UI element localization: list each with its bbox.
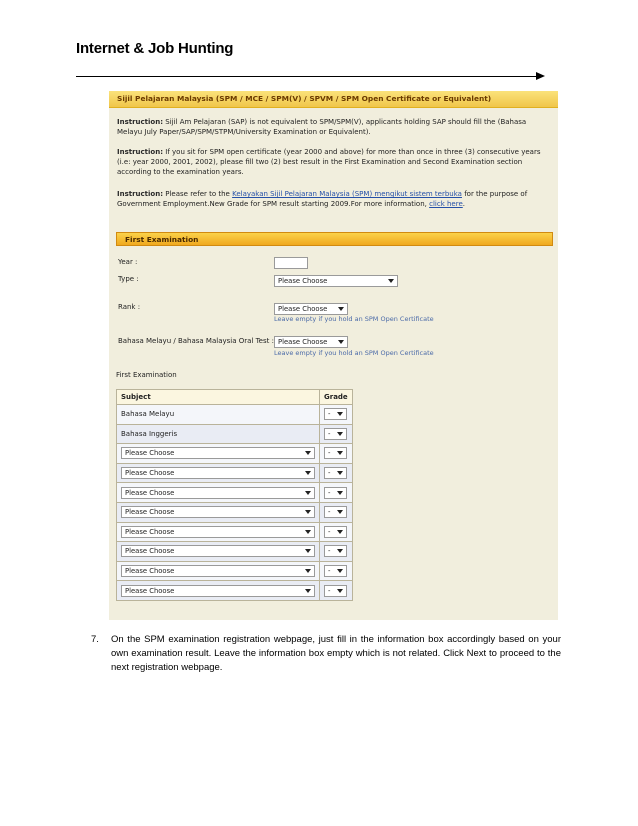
table-row	[117, 561, 353, 581]
chevron-down-icon	[305, 451, 311, 455]
grade-select[interactable]	[324, 506, 347, 518]
rule-arrowhead	[536, 72, 545, 80]
subject-value: Please Choose	[125, 527, 175, 536]
grade-column-header: Grade	[320, 390, 353, 405]
rank-hint: Leave empty if you hold an SPM Open Certificate	[274, 315, 434, 323]
grade-value: -	[328, 469, 331, 478]
subject-select[interactable]	[121, 467, 315, 479]
grade-cell	[320, 581, 353, 601]
chevron-down-icon	[337, 549, 343, 553]
chevron-down-icon	[337, 569, 343, 573]
instruction-3	[117, 189, 551, 209]
grade-cell	[320, 444, 353, 464]
grade-select[interactable]	[324, 428, 347, 440]
subject-cell	[117, 463, 320, 483]
rank-select-value: Please Choose	[278, 305, 328, 313]
subject-select[interactable]	[121, 487, 315, 499]
step-number: 7.	[91, 634, 99, 645]
grade-select[interactable]	[324, 545, 347, 557]
subject-select[interactable]	[121, 526, 315, 538]
type-select[interactable]	[274, 275, 398, 287]
table-row	[117, 444, 353, 464]
subject-cell	[117, 581, 320, 601]
grade-value: -	[328, 547, 331, 556]
table-row	[117, 581, 353, 601]
instruction-text-after: .	[462, 200, 465, 208]
screenshot-panel	[109, 91, 558, 620]
subject-select[interactable]	[121, 585, 315, 597]
grade-value: -	[328, 488, 331, 497]
grade-value: -	[328, 410, 331, 419]
subject-cell: Bahasa Melayu	[117, 405, 320, 425]
table-row	[117, 522, 353, 542]
grade-select[interactable]	[324, 408, 347, 420]
grade-select[interactable]	[324, 447, 347, 459]
subject-select[interactable]	[121, 545, 315, 557]
chevron-down-icon	[388, 279, 394, 283]
chevron-down-icon	[305, 491, 311, 495]
grade-select[interactable]	[324, 467, 347, 479]
chevron-down-icon	[338, 307, 344, 311]
instruction-label: Instruction:	[117, 190, 164, 198]
oral-test-hint: Leave empty if you hold an SPM Open Certificate	[274, 349, 434, 357]
subject-value: Please Choose	[125, 469, 175, 478]
type-select-value: Please Choose	[278, 277, 328, 285]
subject-value: Please Choose	[125, 488, 175, 497]
instruction-label: Instruction:	[117, 148, 164, 156]
subject-select[interactable]	[121, 447, 315, 459]
chevron-down-icon	[337, 491, 343, 495]
subject-value: Please Choose	[125, 586, 175, 595]
chevron-down-icon	[337, 432, 343, 436]
spm-open-system-link[interactable]: Kelayakan Sijil Pelajaran Malaysia (SPM) mengikut sistem terbuka	[232, 190, 462, 198]
grade-select[interactable]	[324, 565, 347, 577]
header-rule	[76, 76, 538, 77]
table-caption: First Examination	[116, 371, 177, 379]
grade-value: -	[328, 567, 331, 576]
chevron-down-icon	[337, 510, 343, 514]
subject-cell	[117, 483, 320, 503]
instruction-label: Instruction:	[117, 118, 164, 126]
table-row	[117, 502, 353, 522]
oral-test-label: Bahasa Melayu / Bahasa Malaysia Oral Test :	[118, 337, 274, 345]
table-row	[117, 483, 353, 503]
grade-cell	[320, 405, 353, 425]
grade-value: -	[328, 508, 331, 517]
grade-value: -	[328, 586, 331, 595]
grade-cell	[320, 463, 353, 483]
oral-test-select[interactable]	[274, 336, 348, 348]
grade-select[interactable]	[324, 487, 347, 499]
chevron-down-icon	[337, 530, 343, 534]
subject-cell	[117, 502, 320, 522]
subject-value: Please Choose	[125, 508, 175, 517]
grade-cell	[320, 424, 353, 444]
subject-cell	[117, 444, 320, 464]
grade-cell	[320, 483, 353, 503]
table-row	[117, 424, 353, 444]
instruction-text: If you sit for SPM open certificate (year 2000 and above) for more than once in three (3) consecutive years (i.e: year 2000, 2001, 2002), please fill two (2) best result in the First Examination and Second Examination section according to the examination years.	[117, 148, 541, 176]
instruction-2	[117, 147, 551, 177]
subject-column-header: Subject	[117, 390, 320, 405]
grade-value: -	[328, 449, 331, 458]
page-title: Internet & Job Hunting	[76, 40, 234, 57]
instruction-text-middle: for the purpose of Government Employment.New Grade for SPM result starting 2009.For more information,	[117, 190, 528, 208]
chevron-down-icon	[305, 510, 311, 514]
chevron-down-icon	[305, 569, 311, 573]
subject-select[interactable]	[121, 506, 315, 518]
chevron-down-icon	[305, 530, 311, 534]
grade-select[interactable]	[324, 526, 347, 538]
type-label: Type :	[118, 275, 139, 283]
grade-value: -	[328, 527, 331, 536]
chevron-down-icon	[337, 412, 343, 416]
instruction-text: Sijil Am Pelajaran (SAP) is not equivalent to SPM/SPM(V), applicants holding SAP should fill the (Bahasa Melayu July Paper/SAP/SPM/STPM/University Examination or Equivalent).	[117, 118, 527, 136]
subject-cell: Bahasa Inggeris	[117, 424, 320, 444]
grade-cell	[320, 522, 353, 542]
chevron-down-icon	[338, 340, 344, 344]
year-label: Year :	[118, 258, 138, 266]
grade-cell	[320, 561, 353, 581]
grade-cell	[320, 542, 353, 562]
table-row	[117, 463, 353, 483]
table-row	[117, 405, 353, 425]
subject-select[interactable]	[121, 565, 315, 577]
subject-cell	[117, 542, 320, 562]
chevron-down-icon	[337, 451, 343, 455]
chevron-down-icon	[305, 589, 311, 593]
year-input[interactable]	[274, 257, 308, 269]
chevron-down-icon	[337, 471, 343, 475]
subject-cell	[117, 522, 320, 542]
click-here-link[interactable]: click here	[429, 200, 463, 208]
chevron-down-icon	[337, 589, 343, 593]
grade-value: -	[328, 429, 331, 438]
subject-grade-table	[116, 389, 353, 601]
subject-value: Please Choose	[125, 547, 175, 556]
step-text: On the SPM examination registration webpage, just fill in the information box accordingly based on your own examination result. Leave the information box empty which is not related. Click Next to proceed to the next registration webpage.	[111, 634, 561, 673]
chevron-down-icon	[305, 549, 311, 553]
rank-select[interactable]	[274, 303, 348, 315]
grade-select[interactable]	[324, 585, 347, 597]
chevron-down-icon	[305, 471, 311, 475]
rank-label: Rank :	[118, 303, 141, 311]
subject-cell	[117, 561, 320, 581]
grade-cell	[320, 502, 353, 522]
first-examination-header: First Examination	[116, 232, 553, 246]
subject-value: Please Choose	[125, 567, 175, 576]
instruction-1	[117, 117, 551, 137]
subject-value: Please Choose	[125, 449, 175, 458]
instruction-text-before: Please refer to the	[165, 190, 233, 198]
section-title: Sijil Pelajaran Malaysia (SPM / MCE / SPM(V) / SPVM / SPM Open Certificate or Equivalent)	[109, 91, 558, 108]
oral-test-select-value: Please Choose	[278, 338, 328, 346]
table-row	[117, 542, 353, 562]
